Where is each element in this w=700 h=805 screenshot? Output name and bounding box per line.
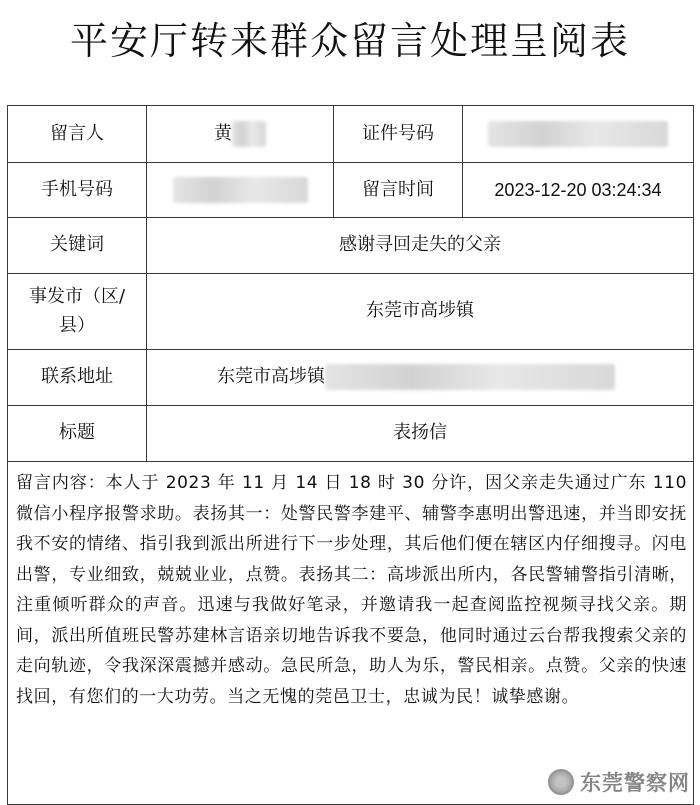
messenger-label: 留言人 [8, 106, 147, 163]
row-phone [8, 163, 694, 218]
time-label: 留言时间 [334, 163, 463, 218]
phone-label: 手机号码 [8, 163, 147, 218]
address-value-cell [147, 350, 694, 406]
row-city [8, 274, 694, 350]
subject-label: 标题 [8, 406, 147, 462]
site-watermark [548, 767, 690, 797]
keyword-value: 感谢寻回走失的父亲 [147, 218, 694, 274]
city-value: 东莞市高埗镇 [147, 274, 694, 350]
id-number-label: 证件号码 [334, 106, 463, 163]
message-form-table [7, 105, 694, 805]
row-subject [8, 406, 694, 462]
time-value: 2023-12-20 03:24:34 [463, 163, 694, 218]
row-content [8, 462, 694, 805]
id-number-value-cell [463, 106, 694, 163]
redacted-address [325, 364, 615, 390]
row-messenger [8, 106, 694, 163]
address-value: 东莞市高埗镇 [217, 366, 325, 388]
watermark-text: 东莞警察网 [580, 770, 690, 795]
message-content: 留言内容：本人于 2023 年 11 月 14 日 18 时 30 分许，因父亲走失通过广东 110 微信小程序报警求助。表扬其一：处警民警李建平、辅警李惠明出警迅速，并当即安抚我不安的情绪、指引我到派出所进行下一步处理，其后他们便在辖区内仔细搜寻。闪电出警，专业细致，兢兢业业，点赞。表扬其二：高埗派出所内，各民警辅警指引清晰，注重倾听群众的声音。迅速与我做好笔录，并邀请我一起查阅监控视频寻找父亲。期间，派出所值班民警苏建林言语亲切地告诉我不要急，他同时通过云台帮我搜索父亲的走向轨迹，令我深深震撼并感动。急民所急，助人为乐，警民相亲。点赞。父亲的快速找回，有您们的一大功劳。当之无愧的莞邑卫士，忠诚为民！诚挚感谢。 [8, 462, 694, 805]
redacted-name [232, 121, 266, 147]
keyword-label: 关键词 [8, 218, 147, 274]
phone-value-cell [147, 163, 334, 218]
messenger-value-cell [147, 106, 334, 163]
redacted-phone [173, 177, 308, 203]
redacted-id-number [488, 121, 668, 147]
messenger-surname: 黄 [214, 122, 232, 144]
address-label: 联系地址 [8, 350, 147, 406]
document-title: 平安厅转来群众留言处理呈阅表 [69, 19, 630, 63]
row-keyword [8, 218, 694, 274]
police-emblem-icon [548, 769, 574, 795]
city-label: 事发市（区/县） [8, 274, 147, 350]
subject-value: 表扬信 [147, 406, 694, 462]
row-address [8, 350, 694, 406]
